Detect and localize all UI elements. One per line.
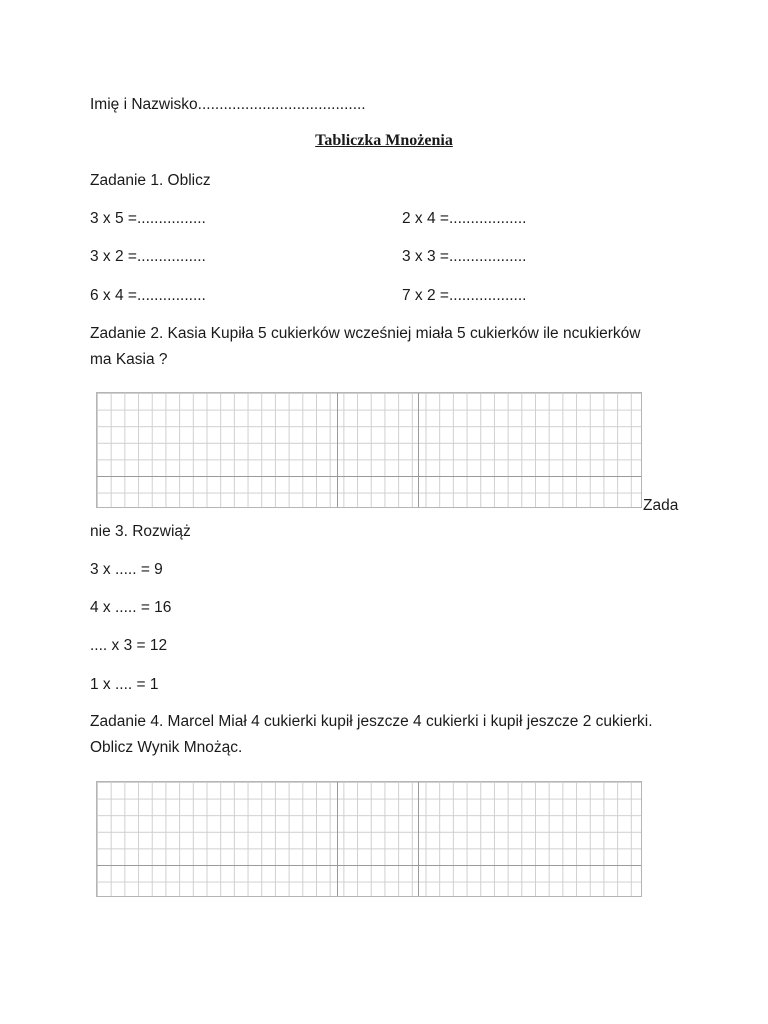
task4-text: Zadanie 4. Marcel Miał 4 cukierki kupił jeszcze 4 cukierki i kupił jeszcze 2 cukierki. (90, 713, 653, 730)
task2-text: ma Kasia ? (90, 351, 168, 368)
task1-heading: Zadanie 1. Oblicz (90, 172, 211, 189)
task1-item: 6 x 4 =................ (90, 287, 206, 304)
task3-item: 3 x ..... = 9 (90, 561, 163, 578)
task3-item: .... x 3 = 12 (90, 637, 168, 654)
page-title: Tabliczka Mnożenia (315, 132, 453, 149)
task2-text: Zadanie 2. Kasia Kupiła 5 cukierków wcześniej miała 5 cukierków ile ncukierków (90, 325, 641, 342)
task1-item: 7 x 2 =.................. (402, 287, 527, 304)
task3-heading-part: nie 3. Rozwiąż (90, 523, 191, 540)
name-line: Imię i Nazwisko....................................... (90, 96, 366, 113)
task3-item: 4 x ..... = 16 (90, 599, 172, 616)
answer-grid[interactable] (96, 392, 642, 508)
task1-item: 3 x 2 =................ (90, 248, 206, 265)
task1-item: 3 x 5 =................ (90, 210, 206, 227)
answer-grid[interactable] (96, 781, 642, 897)
task4-text: Oblicz Wynik Mnożąc. (90, 739, 243, 756)
task3-heading-part: Zada (643, 497, 679, 514)
task1-item: 3 x 3 =.................. (402, 248, 527, 265)
task3-item: 1 x .... = 1 (90, 676, 159, 693)
task1-item: 2 x 4 =.................. (402, 210, 527, 227)
